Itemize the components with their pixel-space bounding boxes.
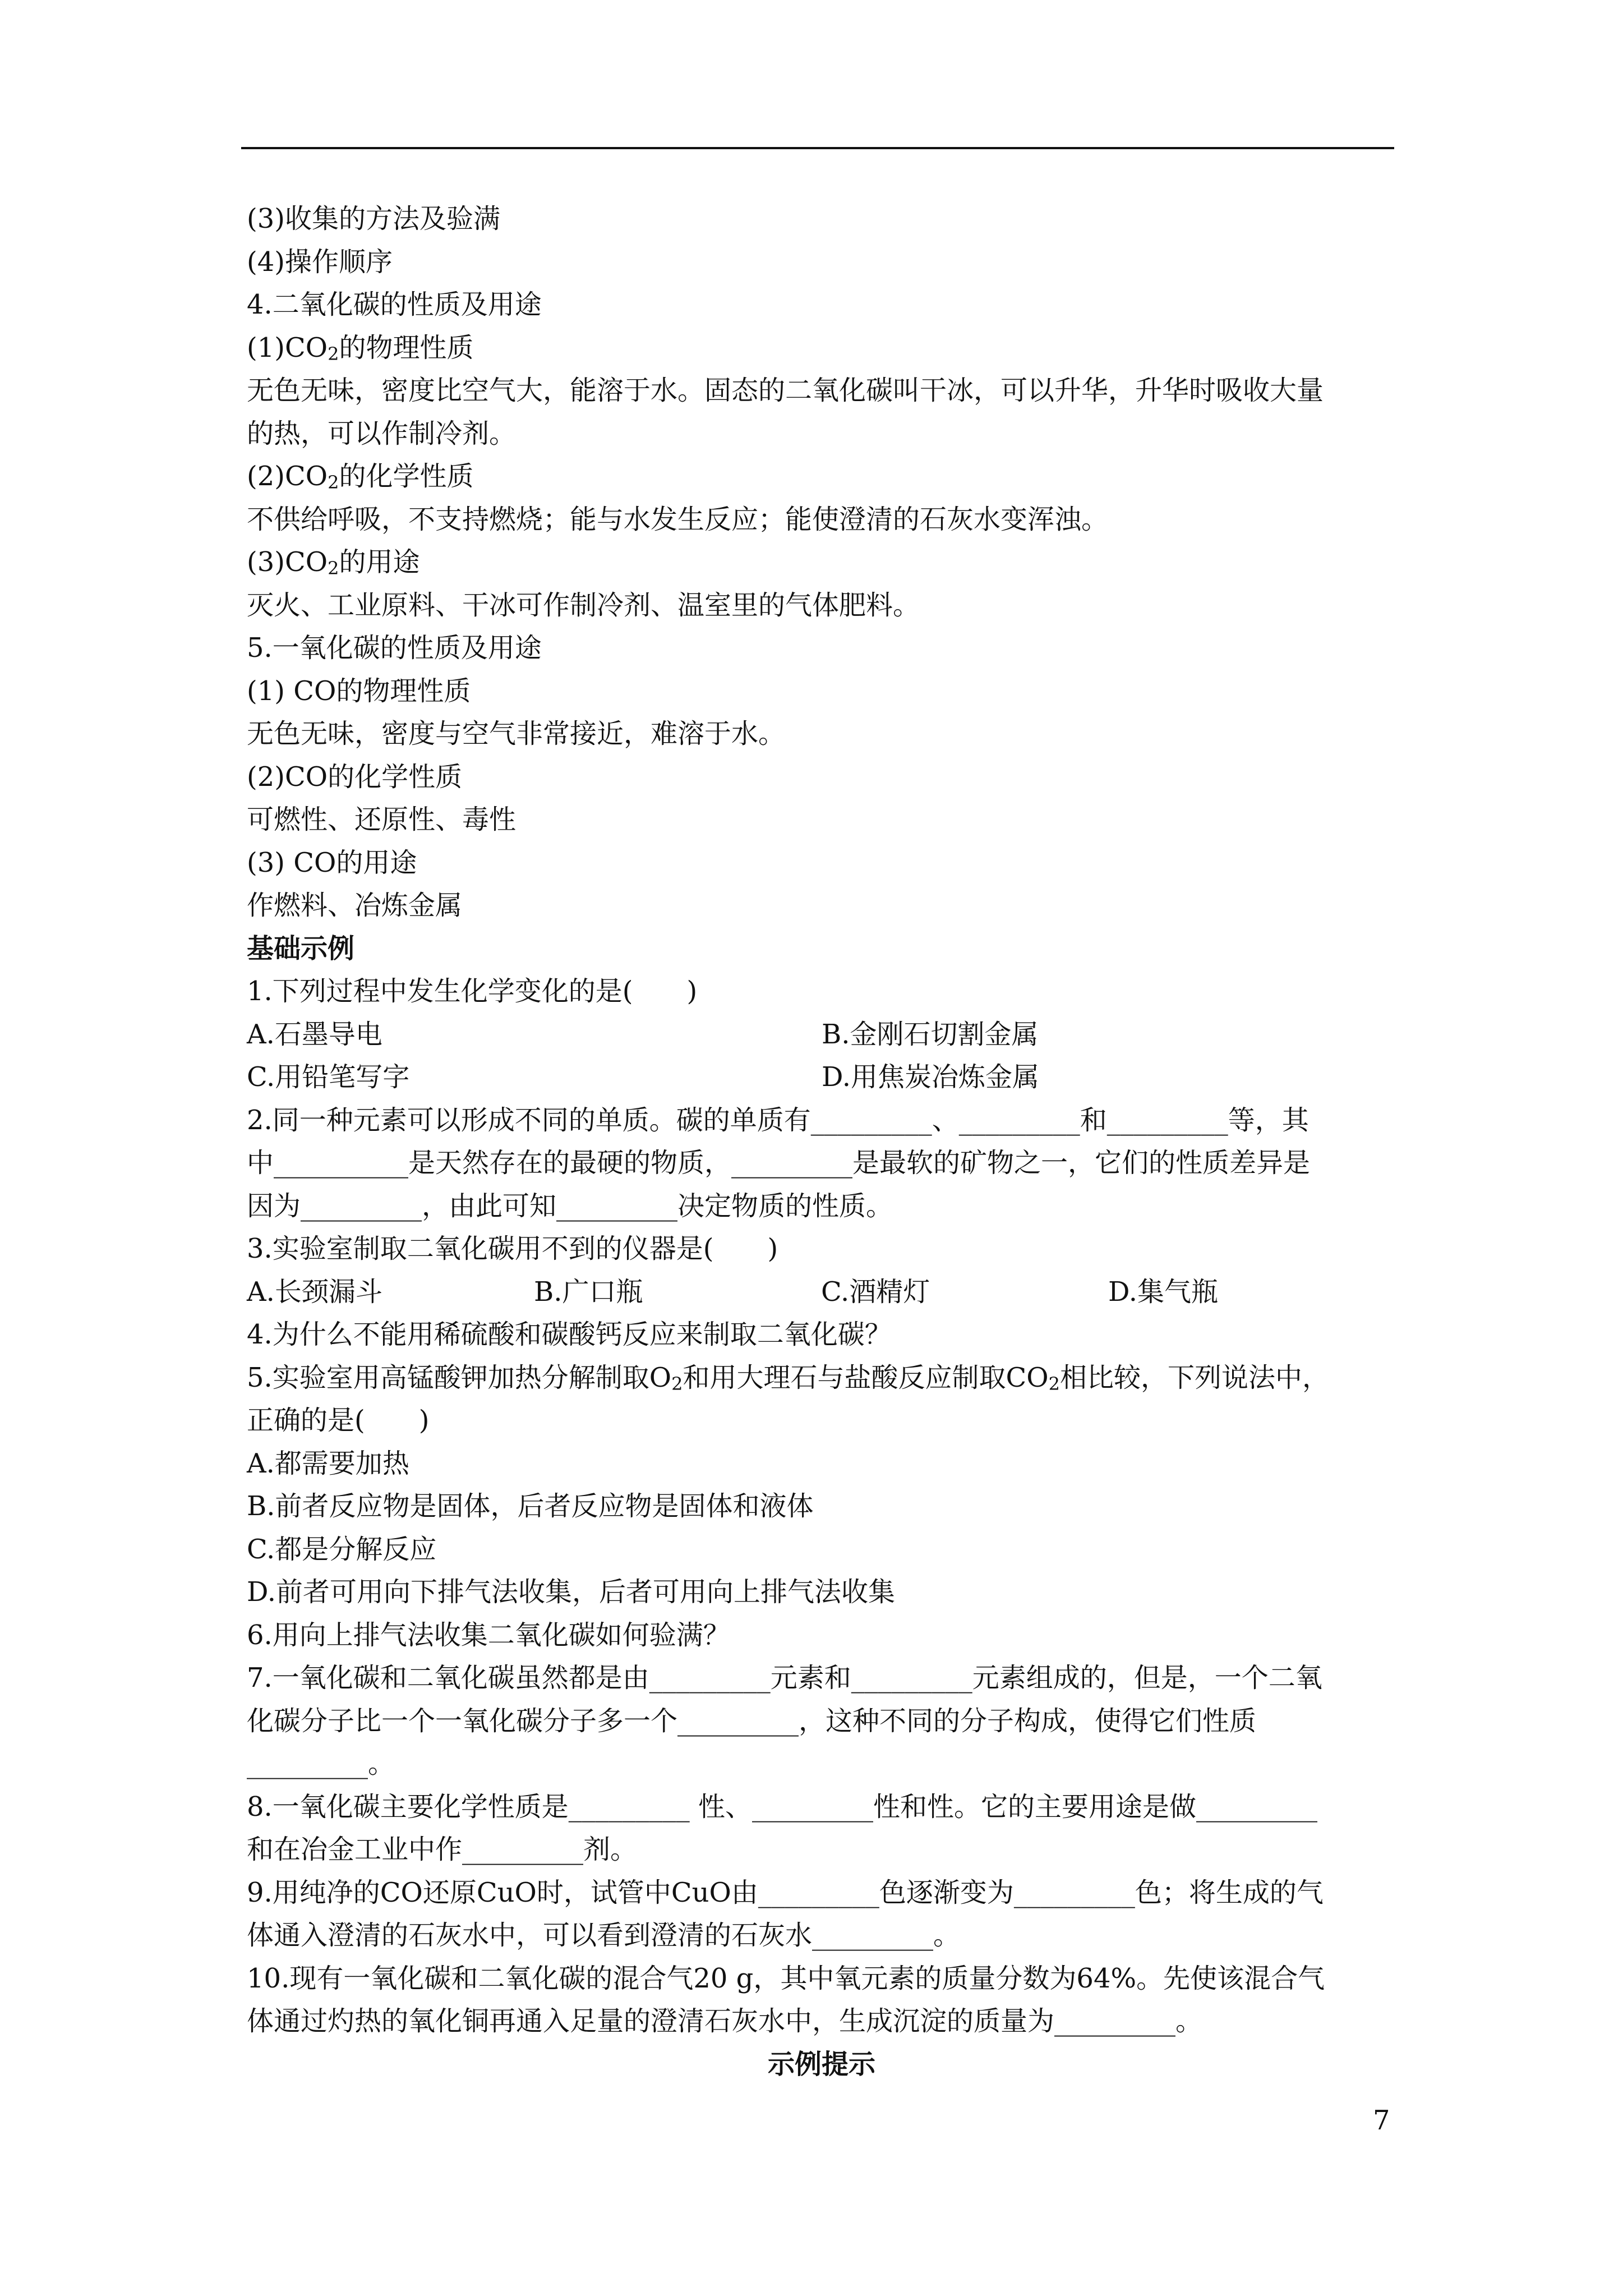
option-b: B.金刚石切割金属 — [822, 1018, 1039, 1050]
question-3-stem: 3.实验室制取二氧化碳用不到的仪器是( ) — [247, 1233, 778, 1264]
text-line: (1) CO的物理性质 — [247, 675, 471, 707]
option-c: C.酒精灯 — [821, 1276, 930, 1308]
question-7-line: _________。 — [247, 1748, 395, 1779]
text-line: (4)操作顺序 — [247, 246, 393, 278]
text-line: 灭火、工业原料、干冰可作制冷剂、温室里的气体肥料。 — [247, 589, 920, 621]
question-7-line: 化碳分子比一个一氧化碳分子多一个_________，这种不同的分子构成，使得它们性质 — [247, 1705, 1257, 1737]
text-line: $(2)CO_2$的化学性质 — [247, 461, 474, 493]
question-8-line: 8.一氧化碳主要化学性质是_________ 性、_________性和性。它的主要用途是做_________ — [247, 1791, 1318, 1823]
option-d: D.集气瓶 — [1108, 1276, 1219, 1308]
question-10-line: 体通过灼热的氧化铜再通入足量的澄清石灰水中，生成沉淀的质量为_________。 — [247, 2005, 1203, 2037]
text-line: (2)CO的化学性质 — [247, 761, 463, 793]
text-line: $(1)CO_2$的物理性质 — [247, 332, 474, 365]
question-1-stem: 1.下列过程中发生化学变化的是( ) — [247, 976, 698, 1007]
text-line: $(3)CO_2$的用途 — [247, 546, 420, 579]
text-line: 无色无味，密度比空气大，能溶于水。固态的二氧化碳叫干冰，可以升华，升华时吸收大量 — [247, 375, 1324, 406]
question-7-line: 7.一氧化碳和二氧化碳虽然都是由_________元素和_________元素组成的，但是，一个二氧 — [247, 1662, 1322, 1694]
question-5-stem: 5.实验室用高锰酸钾加热分解制取$O_2$和用大理石与盐酸反应制取$CO_2$相比较，下列说法中， — [247, 1361, 1329, 1395]
page-number: 7 — [1373, 2105, 1390, 2136]
question-2-line: 因为_________，由此可知_________决定物质的性质。 — [247, 1190, 893, 1222]
option-d: D.前者可用向下排气法收集，后者可用向上排气法收集 — [247, 1576, 896, 1608]
text-line: 无色无味，密度与空气非常接近，难溶于水。 — [247, 718, 786, 749]
question-10-line: 10.现有一氧化碳和二氧化碳的混合气20 g，其中氧元素的质量分数为64%。先使该混合气 — [247, 1962, 1325, 1994]
question-4: 4.为什么不能用稀硫酸和碳酸钙反应来制取二氧化碳？ — [247, 1319, 892, 1350]
question-5-stem-line2: 正确的是( ) — [247, 1405, 430, 1436]
text-line: 可燃性、还原性、毒性 — [247, 804, 517, 835]
question-3-options — [247, 1271, 1396, 1314]
text-line: 作燃料、冶炼金属 — [247, 890, 463, 921]
text-line: 不供给呼吸，不支持燃烧；能与水发生反应；能使澄清的石灰水变浑浊。 — [247, 503, 1109, 535]
option-c: C.都是分解反应 — [247, 1533, 437, 1565]
question-1-options-row2 — [247, 1056, 1396, 1099]
option-a: A.石墨导电 — [247, 1018, 382, 1050]
text-line: (3)收集的方法及验满 — [247, 203, 500, 234]
question-2-line: 2.同一种元素可以形成不同的单质。碳的单质有_________、_________和_________等，其 — [247, 1104, 1309, 1136]
header-rule — [241, 147, 1394, 149]
question-9-line: 9.用纯净的CO还原CuO时，试管中CuO由_________色逐渐变为_________色；将生成的气 — [247, 1876, 1324, 1908]
option-a: A.长颈漏斗 — [247, 1276, 382, 1308]
text-line: 的热，可以作制冷剂。 — [247, 417, 517, 449]
question-1-options-row1 — [247, 1013, 1396, 1056]
option-b: B.广口瓶 — [534, 1276, 643, 1308]
heading-line: 4.二氧化碳的性质及用途 — [247, 289, 542, 320]
question-6: 6.用向上排气法收集二氧化碳如何验满？ — [247, 1619, 730, 1651]
option-d: D.用焦炭冶炼金属 — [822, 1061, 1040, 1093]
option-b: B.前者反应物是固体，后者反应物是固体和液体 — [247, 1490, 814, 1522]
text-line: (3) CO的用途 — [247, 846, 417, 878]
question-9-line: 体通入澄清的石灰水中，可以看到澄清的石灰水_________。 — [247, 1920, 961, 1951]
heading-line: 5.一氧化碳的性质及用途 — [247, 632, 542, 664]
question-8-line: 和在冶金工业中作_________剂。 — [247, 1834, 638, 1865]
section-title: 基础示例 — [247, 932, 355, 964]
option-c: C.用铅笔写字 — [247, 1061, 410, 1093]
question-2-line: 中__________是天然存在的最硬的物质，_________是最软的矿物之一，它们的性质差异是 — [247, 1147, 1311, 1179]
option-a: A.都需要加热 — [247, 1447, 409, 1479]
footer-title: 示例提示 — [767, 2048, 875, 2080]
document-body — [247, 197, 1396, 2086]
